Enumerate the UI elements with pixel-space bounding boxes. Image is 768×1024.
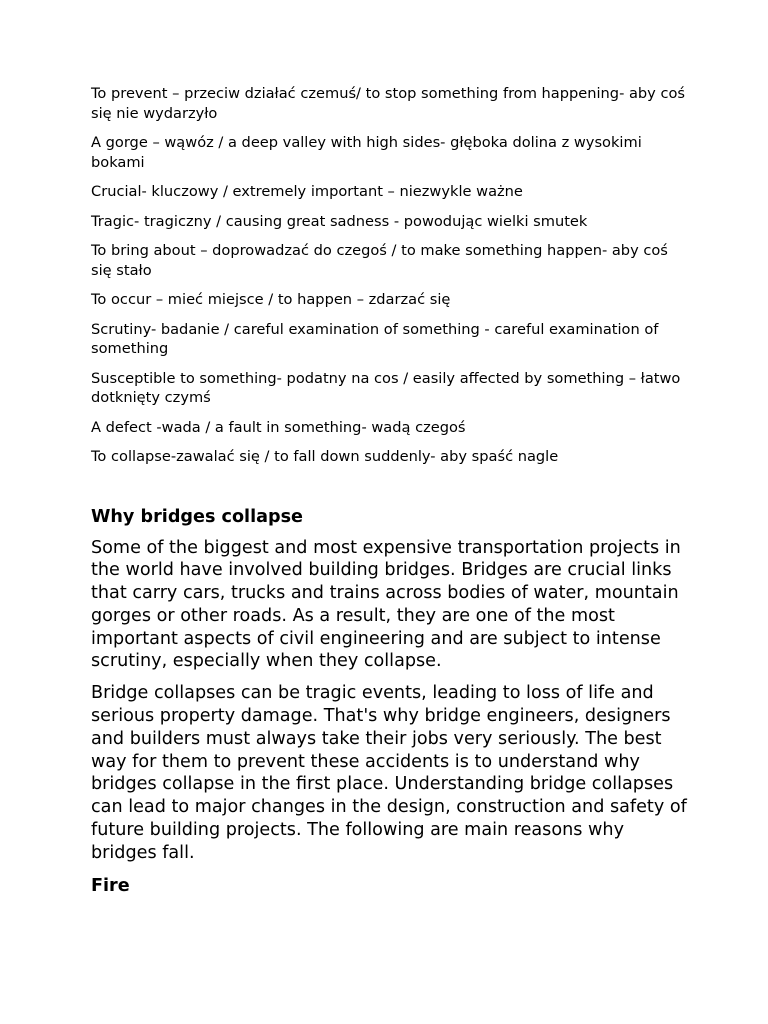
vocabulary-item: To bring about – doprowadzać do czegoś / to make something happen- aby coś się stało	[91, 242, 668, 279]
document-page	[91, 84, 691, 898]
article-paragraph: Some of the biggest and most expensive transportation projects in the world have involved building bridges. Bridges are crucial links that carry cars, trucks and trains across bodies of water, mountain gorges or other roads. As a result, they are one of the most important aspects of civil engineering and are subject to intense scrutiny, especially when they collapse.	[91, 537, 681, 672]
section-subheading: Fire	[91, 875, 130, 896]
vocabulary-item: Susceptible to something- podatny na cos / easily affected by something – łatwo dotknięty czymś	[91, 369, 681, 406]
vocabulary-item: To prevent – przeciw działać czemuś/ to stop something from happening- aby coś się nie wydarzyło	[91, 85, 686, 122]
vocabulary-item: To occur – mieć miejsce / to happen – zdarzać się	[91, 291, 451, 308]
vocabulary-item: Crucial- kluczowy / extremely important – niezwykle ważne	[91, 183, 523, 200]
vocabulary-item: A gorge – wąwóz / a deep valley with high sides- głęboka dolina z wysokimi bokami	[91, 134, 642, 171]
article-title: Why bridges collapse	[91, 506, 303, 527]
vocabulary-item: A defect -wada / a fault in something- wadą czegoś	[91, 418, 466, 436]
vocabulary-item: Tragic- tragiczny / causing great sadness - powodując wielki smutek	[91, 212, 588, 230]
vocabulary-item: Scrutiny- badanie / careful examination of something - careful examination of something	[91, 320, 659, 357]
vocabulary-item: To collapse-zawalać się / to fall down suddenly- aby spaść nagle	[91, 448, 559, 465]
vocabulary-list	[91, 84, 691, 467]
article-paragraph: Bridge collapses can be tragic events, leading to loss of life and serious property damage. That's why bridge engineers, designers and builders must always take their jobs very seriously. The best way for them to prevent these accidents is to understand why bridges collapse in the first place. Understanding bridge collapses can lead to major changes in the design, construction and safety of future building projects. The following are main reasons why bridges fall.	[91, 683, 687, 863]
